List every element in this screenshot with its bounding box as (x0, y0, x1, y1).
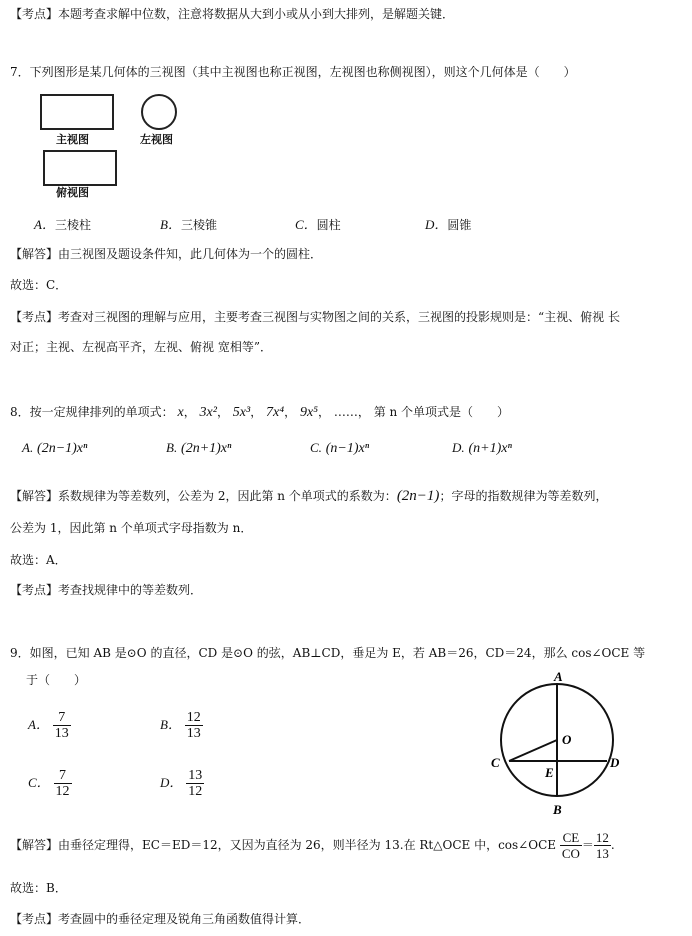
term: 5x³ (232, 405, 251, 420)
numerator: CE (560, 830, 582, 846)
q7-option-d (425, 217, 471, 233)
label-e: E (545, 765, 554, 780)
option-letter: D． (160, 775, 183, 790)
q9-kaodian: 【考点】考查圆中的垂径定理及锐角三角函数值得计算． (10, 912, 311, 926)
q8-stem-prefix: 8．按一定规律排列的单项式： (10, 405, 174, 419)
denominator: 12 (55, 784, 70, 799)
label-b: B (553, 802, 562, 817)
option-text: (n+1)xⁿ (468, 441, 512, 456)
q9-option-d (160, 766, 204, 800)
option-letter: C． (295, 217, 317, 232)
option-letter: C． (28, 775, 50, 790)
q8-answer: 故选：A． (10, 553, 67, 567)
q9-stem-line1: 9．如图，已知 AB 是⊙O 的直径，CD 是⊙O 的弦，AB⊥CD，垂足为 E，若 AB＝26，CD＝24，那么 cos∠OCE 等 (10, 646, 646, 660)
circle-figure (485, 668, 635, 818)
q8-option-d (452, 440, 512, 457)
option-text: (2n+1)xⁿ (181, 441, 232, 456)
option-text: 圆柱 (316, 218, 341, 232)
top-view-rectangle (43, 150, 117, 186)
numerator: 12 (186, 710, 201, 725)
option-letter: B． (160, 717, 181, 732)
q8-stem-suffix: 第 n 个单项式是（ ） (373, 405, 510, 419)
left-view-label: 左视图 (140, 133, 173, 146)
denominator: 12 (188, 784, 203, 799)
term: 7x⁴ (266, 405, 285, 420)
segment-oc (509, 740, 557, 761)
option-letter: B. (166, 440, 178, 455)
label-o: O (562, 732, 572, 747)
jieda-fraction-12-13 (594, 830, 611, 861)
denominator: 13 (186, 726, 201, 741)
option-letter: B． (160, 217, 181, 232)
denominator: 13 (54, 726, 69, 741)
equals-sign: ＝ (581, 838, 594, 852)
q7-kaodian-line1: 【考点】考查对三视图的理解与应用，主要考查三视图与实物图之间的关系，三视图的投影规则是：“主视、俯视 长 (10, 310, 620, 324)
coefficient-formula: (2n−1) (396, 488, 440, 504)
jieda-fraction-ce-co (560, 830, 582, 861)
left-view-circle (140, 93, 180, 133)
q8-option-c (310, 440, 369, 457)
jieda-part: 【解答】由垂径定理得，EC＝ED＝12，又因为直径为 26，则半径为 13.在 Rt△OCE 中，cos∠OCE (10, 838, 557, 852)
q7-stem: 7．下列图形是某几何体的三视图（其中主视图也称正视图，左视图也称侧视图），则这个几何体是（ ） (10, 65, 576, 79)
front-view-rectangle (40, 94, 114, 130)
q7-answer: 故选：C． (10, 278, 68, 292)
q7-jieda: 【解答】由三视图及题设条件知，此几何体为一个的圆柱． (10, 247, 323, 261)
term: x (177, 405, 184, 420)
option-text: (n−1)xⁿ (325, 441, 370, 456)
term: 9x⁵ (299, 405, 319, 420)
denominator: CO (561, 846, 580, 861)
q7-option-a (34, 217, 91, 233)
option-fraction (185, 710, 203, 741)
option-letter: A． (34, 217, 55, 232)
kaodian-text: 【考点】本题考查求解中位数，注意将数据从大到小或从小到大排列，是解题关键． (10, 7, 455, 21)
jieda-part: ；字母的指数规律为等差数列， (439, 489, 608, 503)
numerator: 7 (54, 768, 72, 784)
option-fraction (54, 768, 72, 799)
option-letter: D． (425, 217, 448, 232)
q9-option-a (28, 708, 71, 742)
q8-stem: 8．按一定规律排列的单项式： x， 3x²， 5x³， 7x⁴， 9x⁵， ……， 第 n 个单项式是（ ） (10, 405, 510, 420)
label-d: D (610, 755, 620, 770)
jieda-part: 【解答】系数规律为等差数列，公差为 2，因此第 n 个单项式的系数为： (10, 489, 397, 503)
q8-kaodian: 【考点】考查找规律中的等差数列． (10, 583, 203, 597)
q7-option-c (295, 217, 341, 233)
option-letter: C. (310, 440, 322, 455)
numerator: 12 (595, 830, 609, 845)
label-a: A (554, 669, 563, 684)
q8-option-a (22, 440, 87, 457)
option-letter: A. (22, 440, 34, 455)
denominator: 13 (595, 846, 609, 861)
option-text: 三棱柱 (54, 218, 91, 232)
numerator: 13 (188, 768, 203, 783)
q7-kaodian-line2: 对正；主视、左视高平齐，左视、俯视 宽相等”． (10, 340, 272, 354)
term: 3x² (199, 405, 217, 420)
label-c: C (491, 755, 500, 770)
top-view-label: 俯视图 (56, 186, 89, 199)
numerator: 7 (53, 710, 71, 726)
term: …… (333, 405, 358, 419)
q9-stem-line2: 于（ ） (26, 673, 87, 687)
option-text: (2n−1)xⁿ (37, 441, 88, 456)
q7-option-b (160, 217, 217, 233)
option-fraction (53, 710, 71, 741)
option-text: 圆锥 (447, 218, 472, 232)
option-fraction (186, 768, 204, 799)
q8-jieda-line1 (10, 488, 607, 504)
front-view-label: 主视图 (56, 133, 89, 146)
option-letter: A． (28, 717, 49, 732)
q8-jieda-line2: 公差为 1，因此第 n 个单项式字母指数为 n． (10, 521, 253, 535)
jieda-end: . (610, 838, 615, 852)
option-letter: D. (452, 440, 465, 455)
q9-option-c (28, 766, 72, 800)
q9-jieda (10, 828, 615, 862)
q9-option-b (160, 708, 203, 742)
q8-option-b (166, 440, 231, 457)
q9-answer: 故选：B． (10, 881, 67, 895)
option-text: 三棱锥 (180, 218, 217, 232)
